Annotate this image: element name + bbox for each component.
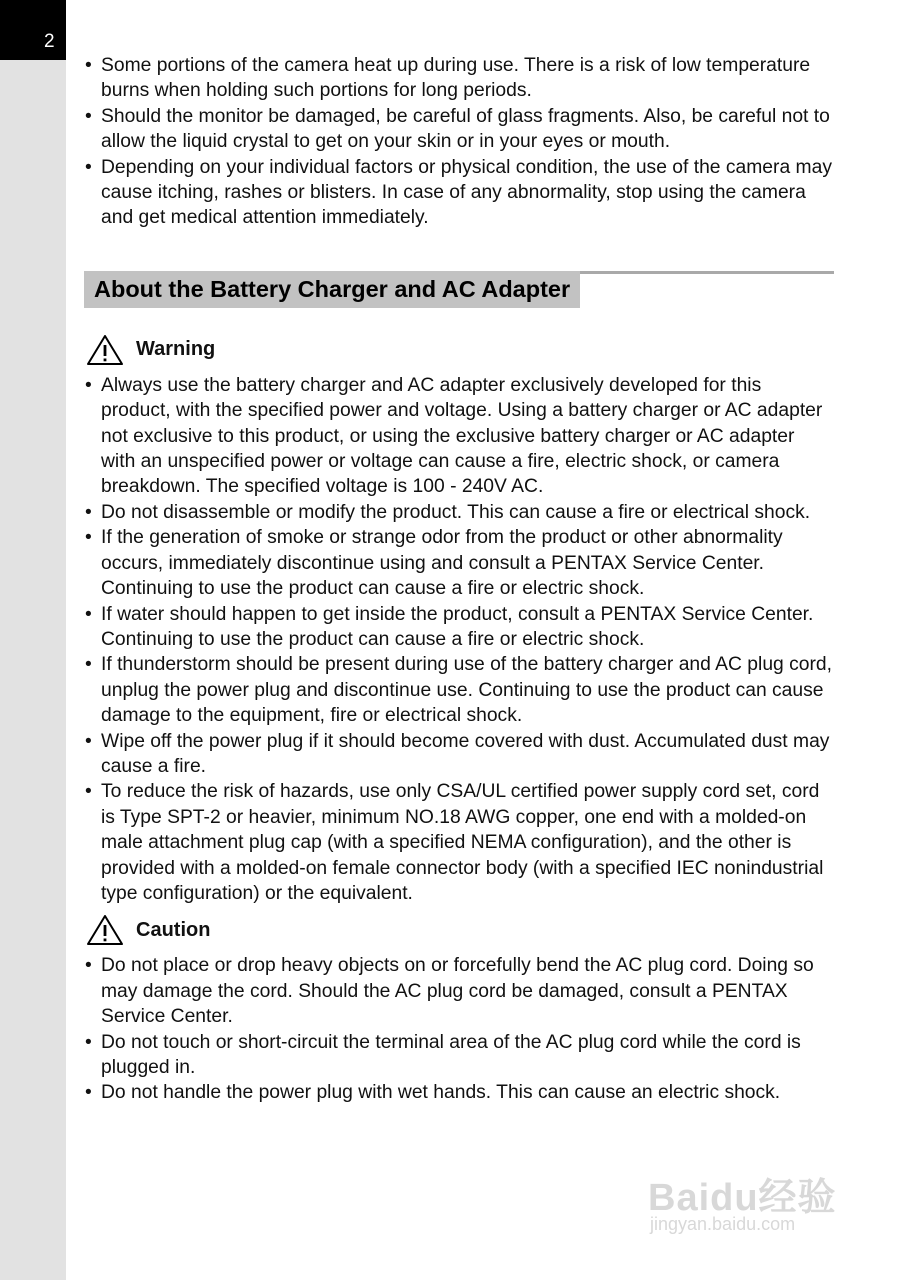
list-item: • Depending on your individual factors or physical condition, the use of the camera may cause itching, rashes or blisters. In case of any abnormality, stop using the camera and get medical attention immediately. <box>84 155 834 231</box>
list-item: • Wipe off the power plug if it should become covered with dust. Accumulated dust may cause a fire. <box>84 729 834 780</box>
list-item: • If water should happen to get inside the product, consult a PENTAX Service Center. Continuing to use the product can cause a fire or electric shock. <box>84 602 834 653</box>
page-content <box>84 53 834 1106</box>
caution-list <box>84 953 834 1105</box>
list-item: • Do not place or drop heavy objects on or forcefully bend the AC plug cord. Doing so may damage the cord. Should the AC plug cord be damaged, consult a PENTAX Service Center. <box>84 953 834 1029</box>
section-header <box>84 271 834 311</box>
list-item: • Do not disassemble or modify the product. This can cause a fire or electrical shock. <box>84 500 834 525</box>
caution-heading <box>86 915 834 945</box>
page-number: 2 <box>44 31 55 52</box>
list-item: • Do not handle the power plug with wet hands. This can cause an electric shock. <box>84 1080 834 1105</box>
list-item: • Should the monitor be damaged, be careful of glass fragments. Also, be careful not to allow the liquid crystal to get on your skin or in your eyes or mouth. <box>84 104 834 155</box>
warning-heading <box>86 335 834 365</box>
list-item: • To reduce the risk of hazards, use only CSA/UL certified power supply cord set, cord is Type SPT-2 or heavier, minimum NO.18 AWG copper, one end with a molded-on male attachment plug cap (with a specified NEMA configuration), and the other is provided with a molded-on female connector body (with a specified IEC nonindustrial type configuration) or the equivalent. <box>84 779 834 906</box>
baidu-watermark-logo: Baidu经验 <box>648 1177 837 1219</box>
intro-list <box>84 53 834 231</box>
list-item: • If the generation of smoke or strange odor from the product or other abnormality occurs, immediately discontinue using and consult a PENTAX Service Center. Continuing to use the product can cause a fire or electric shock. <box>84 525 834 601</box>
section-title: About the Battery Charger and AC Adapter <box>84 271 580 308</box>
warning-list <box>84 373 834 907</box>
warning-label: Warning <box>136 338 216 361</box>
warning-triangle-icon <box>86 334 124 366</box>
list-item: • Always use the battery charger and AC adapter exclusively developed for this product, with the specified power and voltage. Using a battery charger or AC adapter not exclusive to this product, or using the exclusive battery charger or AC adapter with an unspecified power or voltage can cause a fire, electric shock, or camera breakdown. The specified voltage is 100 - 240V AC. <box>84 373 834 500</box>
page-margin-bar <box>0 0 66 1280</box>
list-item: • If thunderstorm should be present during use of the battery charger and AC plug cord, unplug the power plug and discontinue use. Continuing to use the product can cause damage to the equipment, fire or electrical shock. <box>84 652 834 728</box>
baidu-watermark-url: jingyan.baidu.com <box>650 1214 796 1234</box>
caution-triangle-icon <box>86 914 124 946</box>
list-item: • Some portions of the camera heat up during use. There is a risk of low temperature burns when holding such portions for long periods. <box>84 53 834 104</box>
list-item: • Do not touch or short-circuit the terminal area of the AC plug cord while the cord is plugged in. <box>84 1030 834 1081</box>
caution-label: Caution <box>136 918 211 941</box>
page-number-tab <box>0 0 66 60</box>
